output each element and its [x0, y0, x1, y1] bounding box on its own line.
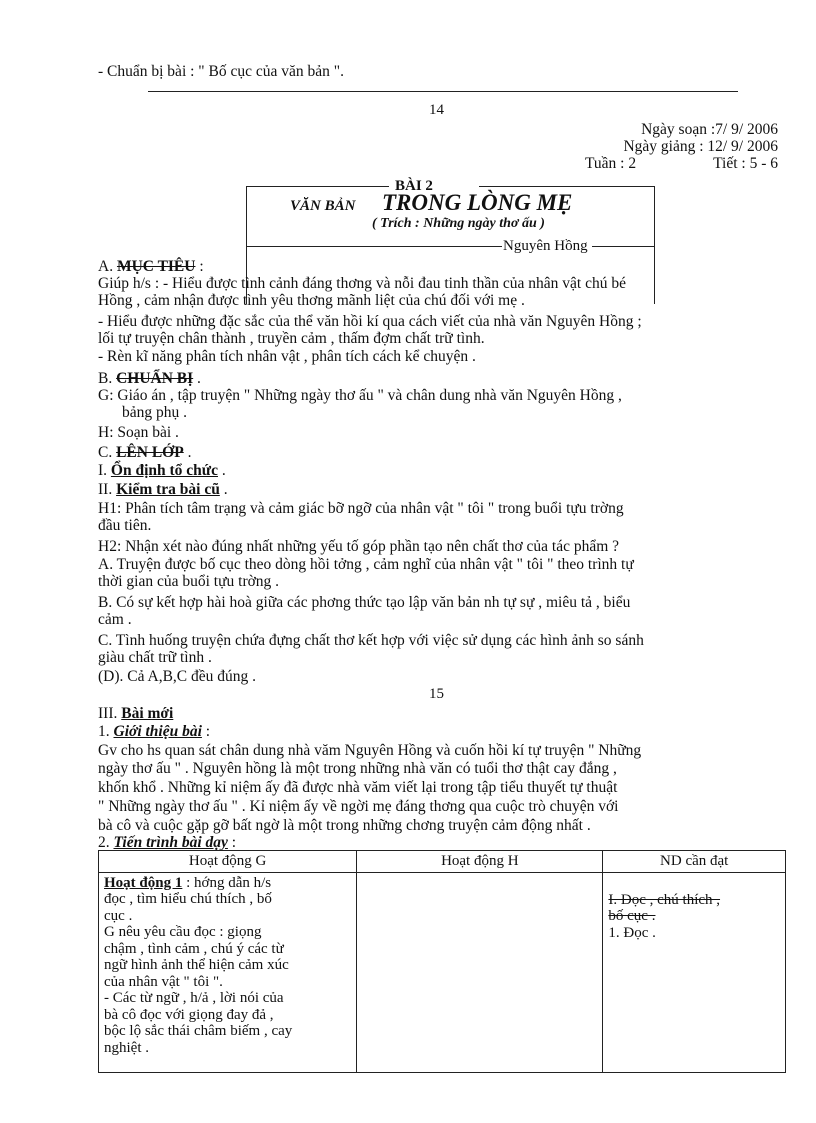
intro-line: bà cô và cuộc gặp gỡ bất ngờ là một trong những chơng truyện cảm động nhất . — [98, 817, 591, 834]
section-c-heading: C. LÊN LỚP . — [98, 444, 192, 461]
section-b-line: bảng phụ . — [122, 404, 188, 421]
section-c-line: giàu chất trữ tình . — [98, 649, 212, 666]
intro-line: " Những ngày thơ ấu " . Kỉ niệm ấy về ngời mẹ đáng thơng qua cuộc trò chuyện với — [98, 798, 619, 815]
section-iii-sub-1: 1. Giới thiệu bài : — [98, 723, 211, 740]
table-row — [99, 872, 786, 1072]
ngay-giang: Ngày giảng : 12/ 9/ 2006 — [623, 138, 778, 155]
section-a-line: - Rèn kĩ năng phân tích nhân vật , phân tích cách kể chuyện . — [98, 348, 476, 365]
intro-line: Gv cho hs quan sát chân dung nhà văm Nguyên Hồng và cuốn hồi kí tự truyện " Những — [98, 742, 642, 759]
section-a-line: Giúp h/s : - Hiểu được tình cảnh đáng thơng và nỗi đau tinh thần của nhân vật chú bé — [98, 275, 626, 292]
section-c-item-1: I. Ổn định tổ chức . — [98, 462, 226, 479]
lesson-subtitle: ( Trích : Những ngày thơ ấu ) — [372, 216, 545, 231]
section-iii-sub-2: 2. Tiến trình bài dạy : — [98, 834, 237, 851]
col-header-hoat-dong-g: Hoạt động G — [99, 851, 357, 873]
section-c-line: thời gian của buổi tựu trờng . — [98, 573, 280, 590]
table-header-row — [99, 851, 786, 873]
section-c-item-2: II. Kiểm tra bài cũ . — [98, 481, 228, 498]
author-name: Nguyên Hồng — [503, 238, 588, 254]
section-c-line: B. Có sự kết hợp hài hoà giữa các phơng thức tạo lập văn bản nh tự sự , miêu tả , biểu — [98, 594, 631, 611]
intro-line: ngày thơ ấu " . Nguyên hồng là một trong những nhà văn có tuổi thơ thật cay đắng , — [98, 760, 617, 777]
cell-hoat-dong-h — [357, 872, 603, 1072]
section-iii-heading: III. Bài mới — [98, 705, 174, 722]
section-a-line: - Hiểu được những đặc sắc của thể văn hồi kí qua cách viết của nhà văn Nguyên Hồng ; — [98, 313, 642, 330]
section-a-line: lối tự truyện chân thành , truyền cảm , thấm đợm chất trữ tình. — [98, 330, 485, 347]
activity-1-heading: Hoạt động 1 — [104, 874, 183, 891]
page-number-14: 14 — [429, 102, 444, 118]
separator-rule — [148, 91, 738, 92]
intro-line: khốn khổ . Những kỉ niệm ấy đã được nhà văm viết lại trong tập tiểu thuyết tự thuật — [98, 779, 618, 796]
col-header-nd-can-dat: ND cần đạt — [603, 851, 786, 873]
section-a-heading: A. MỤC TIÊU : — [98, 258, 204, 275]
section-c-line: (D). Cả A,B,C đều đúng . — [98, 668, 257, 685]
lesson-table — [98, 850, 786, 1073]
lesson-title: TRONG LÒNG MẸ — [382, 190, 573, 215]
cell-hoat-dong-g: Hoạt động 1 : hớng dẫn h/s đọc , tìm hiểu chú thích , bố cục . G nêu yêu cầu đọc : giọng chậm , tình cảm , chú ý các từ ngữ hình ảnh thể hiện cảm xúc của nhân vật " tôi ". - Các từ ngữ , h/ả , lời nói của bà cô đọc với giọng đay đả , bộc lộ sắc thái châm biếm , cay nghiệt . — [99, 872, 357, 1072]
section-b-line: H: Soạn bài . — [98, 424, 179, 441]
prep-line: - Chuẩn bị bài : " Bố cục của văn bản ". — [98, 63, 344, 80]
section-c-line: cảm . — [98, 611, 132, 628]
section-b-heading: B. CHUẨN BỊ . — [98, 370, 201, 387]
section-c-line: A. Truyện được bố cục theo dòng hồi tởng , cảm nghĩ của nhân vật " tôi " theo trình tự — [98, 556, 634, 573]
tiet: Tiết : 5 - 6 — [713, 155, 778, 172]
tuan: Tuần : 2 — [585, 155, 637, 172]
cell-nd-can-dat: I. Đọc , chú thích , bố cục . 1. Đọc . — [603, 872, 786, 1072]
title-prefix: VĂN BẢN — [290, 198, 356, 214]
section-c-line: C. Tình huống truyện chứa đựng chất thơ kết hợp với việc sử dụng các hình ảnh so sánh — [98, 632, 644, 649]
ngay-soan: Ngày soạn :7/ 9/ 2006 — [641, 121, 778, 138]
col-header-hoat-dong-h: Hoạt động H — [357, 851, 603, 873]
section-a-line: Hồng , cảm nhận được tình yêu thơng mãnh liệt của chú đối với mẹ . — [98, 292, 525, 309]
section-c-line: H1: Phân tích tâm trạng và cảm giác bỡ ngỡ của nhân vật " tôi " trong buổi tựu trờng — [98, 500, 624, 517]
section-b-line: G: Giáo án , tập truyện " Những ngày thơ ấu " và chân dung nhà văn Nguyên Hồng , — [98, 387, 622, 404]
page-number-15: 15 — [429, 686, 444, 702]
section-c-line: H2: Nhận xét nào đúng nhất những yếu tố góp phần tạo nên chất thơ của tác phẩm ? — [98, 538, 620, 555]
section-c-line: đầu tiên. — [98, 517, 152, 534]
lesson-number: BÀI 2 — [395, 178, 433, 194]
